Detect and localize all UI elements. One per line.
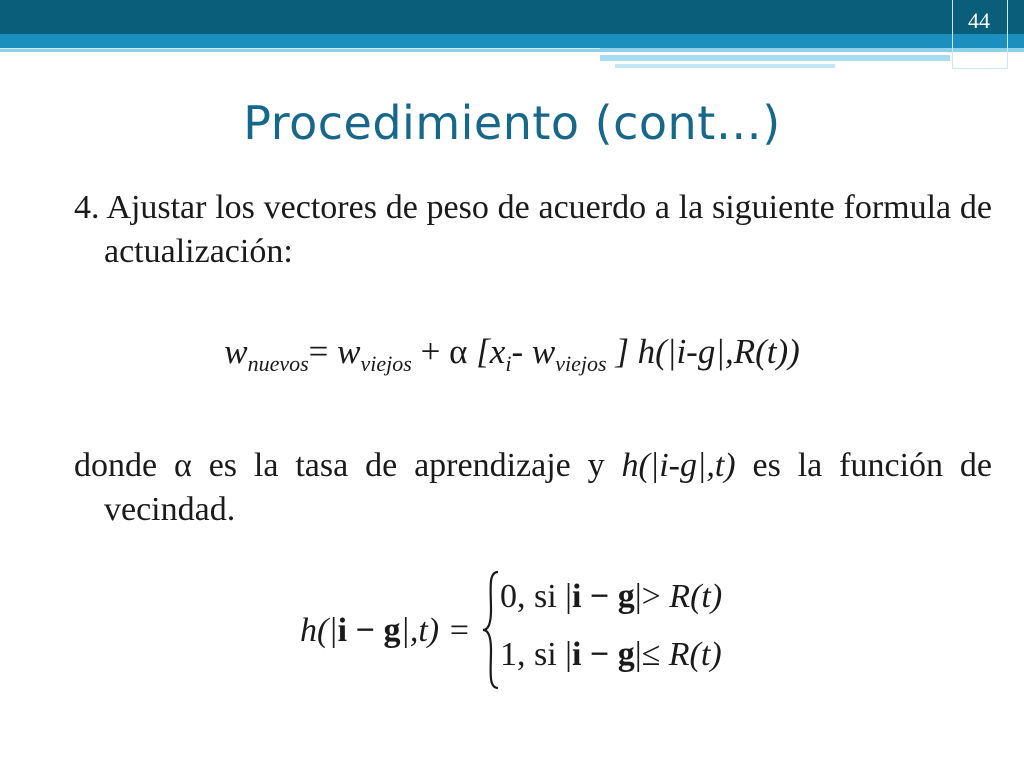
- neighborhood-function-name: h(|i-g|,t): [621, 447, 736, 484]
- donde-text: donde α es la tasa de aprendizaje y h(|i-g|,t) es la función de vecindad.: [74, 447, 992, 528]
- formula-neighborhood: ] h(|i-g|,R(t)): [606, 332, 800, 371]
- header-accent-bar-2: [615, 64, 835, 68]
- piecewise-lhs: h(|i − g|,t) =: [300, 612, 471, 649]
- update-formula: [0, 332, 1024, 377]
- piecewise-formula: [300, 570, 780, 690]
- formula-minus: -: [511, 332, 532, 371]
- formula-w-nuevos: $w_{nuevos}$: [224, 332, 309, 376]
- header-accent-bar: [600, 55, 950, 61]
- step-4-text: 4. Ajustar los vectores de peso de acuerdo a la siguiente formula de actualización:: [74, 189, 992, 270]
- formula-xi: [$x_i$: [467, 332, 512, 376]
- piecewise-case-1: 0, si |i − g|> R(t): [500, 578, 723, 615]
- formula-equals: =: [308, 332, 338, 371]
- formula-w-viejos: $w_{viejos}$: [337, 332, 412, 376]
- header-line: [0, 48, 600, 49]
- formula-w-viejos-2: $w_{viejos}$: [531, 332, 607, 376]
- formula-plus: +: [411, 332, 450, 371]
- left-brace: [482, 570, 500, 690]
- piecewise-case-2: 1, si |i − g|≤ R(t): [500, 636, 722, 673]
- formula-alpha: α: [449, 332, 468, 371]
- header-band-mid: [0, 34, 1024, 48]
- page-number: 44: [968, 8, 990, 33]
- header-band-dark: [0, 0, 1024, 34]
- slide-title: Procedimiento (cont…): [243, 96, 781, 150]
